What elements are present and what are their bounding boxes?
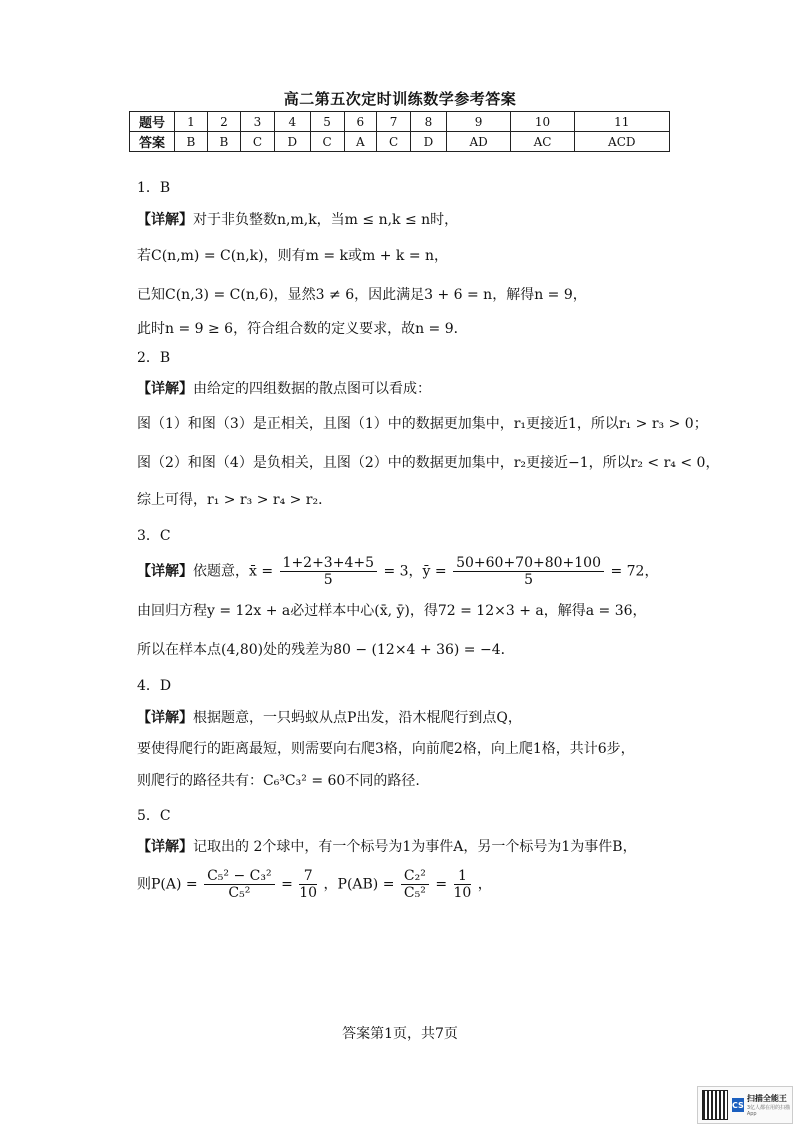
detail-tag: 【详解】	[137, 839, 193, 855]
table-cell: 7	[377, 112, 411, 132]
fraction-numerator: 7	[299, 868, 317, 885]
q2-line-3: 图（2）和图（4）是负相关，且图（2）中的数据更加集中，r₂更接近−1，所以r₂ < r₄ < 0，	[137, 455, 720, 471]
table-cell: 6	[344, 112, 376, 132]
table-cell: 10	[511, 112, 574, 132]
q3-line-3: 所以在样本点(4,80)处的残差为80 − (12×4 + 36) = −4．	[137, 642, 515, 658]
fraction	[453, 555, 604, 588]
fraction-numerator: C₂²	[401, 868, 429, 885]
table-cell: 4	[274, 112, 310, 132]
q3-text-1b: = 3，ȳ =	[383, 563, 447, 580]
table-cell: C	[310, 132, 344, 152]
table-cell: B	[175, 132, 208, 152]
watermark-sub: 3亿人都在用的扫描App	[746, 1105, 791, 1117]
q1-line-3: 已知C(n,3) = C(n,6)，显然3 ≠ 6，因此满足3 + 6 = n，解得n = 9，	[137, 287, 587, 303]
q5-text-2e: ，	[477, 876, 492, 893]
table-cell: 11	[574, 112, 669, 132]
detail-tag: 【详解】	[137, 212, 193, 228]
q3-line-2: 由回归方程y = 12x + a必过样本中心(x̄, ȳ)，得72 = 12×3 + a，解得a = 36，	[137, 603, 647, 619]
fraction-numerator: 1+2+3+4+5	[280, 555, 377, 572]
q2-line-4: 综上可得，r₁ > r₃ > r₄ > r₂．	[137, 492, 333, 508]
q1-text-1: 对于非负整数n,m,k，当m ≤ n,k ≤ n时，	[193, 212, 459, 228]
q5-line-2	[137, 868, 492, 901]
q5-text-2b: =	[281, 876, 293, 893]
q5-text-2c: ，P(AB) =	[323, 876, 395, 893]
table-cell: 8	[411, 112, 447, 132]
table-cell: 1	[175, 112, 208, 132]
q5-text-1: 记取出的 2个球中，有一个标号为1为事件A，另一个标号为1为事件B，	[193, 839, 637, 855]
page-footer: 答案第1页，共7页	[342, 1026, 458, 1042]
fraction-denominator: 10	[453, 885, 472, 901]
q5-line-1	[137, 838, 637, 856]
detail-tag: 【详解】	[137, 710, 193, 726]
fraction	[204, 868, 275, 901]
fraction-denominator: 5	[524, 572, 533, 588]
fraction-denominator: 10	[299, 885, 318, 901]
table-cell: 3	[240, 112, 274, 132]
fraction-numerator: 1	[454, 868, 472, 885]
q3-text-1c: = 72，	[610, 563, 659, 580]
fraction	[454, 868, 472, 901]
table-cell: C	[240, 132, 274, 152]
q3-heading: 3．C	[137, 528, 171, 544]
table-cell: D	[274, 132, 310, 152]
table-row-numbers	[130, 112, 670, 132]
fraction	[299, 868, 317, 901]
detail-tag: 【详解】	[137, 381, 193, 397]
q5-text-2a: 则P(A) =	[137, 876, 198, 893]
q3-line-1	[137, 555, 658, 588]
fraction-numerator: C₅² − C₃²	[204, 868, 275, 885]
qr-code-icon	[702, 1090, 728, 1120]
detail-tag: 【详解】	[137, 563, 193, 580]
table-cell: C	[377, 132, 411, 152]
q1-heading: 1．B	[137, 180, 171, 196]
table-row-answers	[130, 132, 670, 152]
q4-line-3: 则爬行的路径共有：C₆³C₃² = 60不同的路径.	[137, 773, 420, 789]
q3-text-1a: 依题意，x̄ =	[193, 563, 274, 580]
q5-text-2d: =	[435, 876, 448, 893]
fraction-numerator: 50+60+70+80+100	[453, 555, 604, 572]
fraction-denominator: C₅²	[403, 885, 426, 901]
q2-text-1: 由给定的四组数据的散点图可以看成：	[193, 381, 431, 397]
q2-line-2: 图（1）和图（3）是正相关，且图（1）中的数据更加集中，r₁更接近1，所以r₁ > r₃ > 0；	[137, 416, 708, 432]
q4-heading: 4．D	[137, 678, 172, 694]
cs-logo-icon: CS	[732, 1098, 744, 1112]
table-cell: B	[207, 132, 240, 152]
fraction	[401, 868, 429, 901]
table-cell: AD	[446, 132, 511, 152]
table-head-answer: 答案	[130, 132, 175, 152]
q4-text-1: 根据题意，一只蚂蚁从点P出发，沿木棍爬行到点Q，	[193, 710, 522, 726]
table-cell: AC	[511, 132, 574, 152]
q1-line-4: 此时n = 9 ≥ 6，符合组合数的定义要求，故n = 9．	[137, 321, 468, 337]
q2-heading: 2．B	[137, 350, 171, 366]
table-cell: ACD	[574, 132, 669, 152]
watermark-name: 扫描全能王	[746, 1094, 787, 1103]
watermark-text	[747, 1093, 792, 1117]
table-cell: 2	[207, 112, 240, 132]
table-cell: D	[411, 132, 447, 152]
answer-table	[129, 111, 670, 152]
q4-line-2: 要使得爬行的距离最短，则需要向右爬3格，向前爬2格，向上爬1格，共计6步，	[137, 741, 635, 757]
q5-heading: 5．C	[137, 808, 171, 824]
table-cell: A	[344, 132, 376, 152]
fraction-denominator: 5	[323, 572, 333, 588]
page-title: 高二第五次定时训练数学参考答案	[283, 90, 517, 108]
fraction-denominator: C₅²	[228, 885, 251, 901]
scanner-watermark	[697, 1086, 793, 1124]
q2-line-1	[137, 380, 431, 398]
table-cell: 5	[310, 112, 344, 132]
q1-line-1	[137, 211, 458, 229]
table-head-number: 题号	[130, 112, 175, 132]
table-cell: 9	[446, 112, 511, 132]
q4-line-1	[137, 709, 522, 727]
fraction	[280, 555, 377, 588]
q1-line-2: 若C(n,m) = C(n,k)，则有m = k或m + k = n，	[137, 248, 449, 264]
